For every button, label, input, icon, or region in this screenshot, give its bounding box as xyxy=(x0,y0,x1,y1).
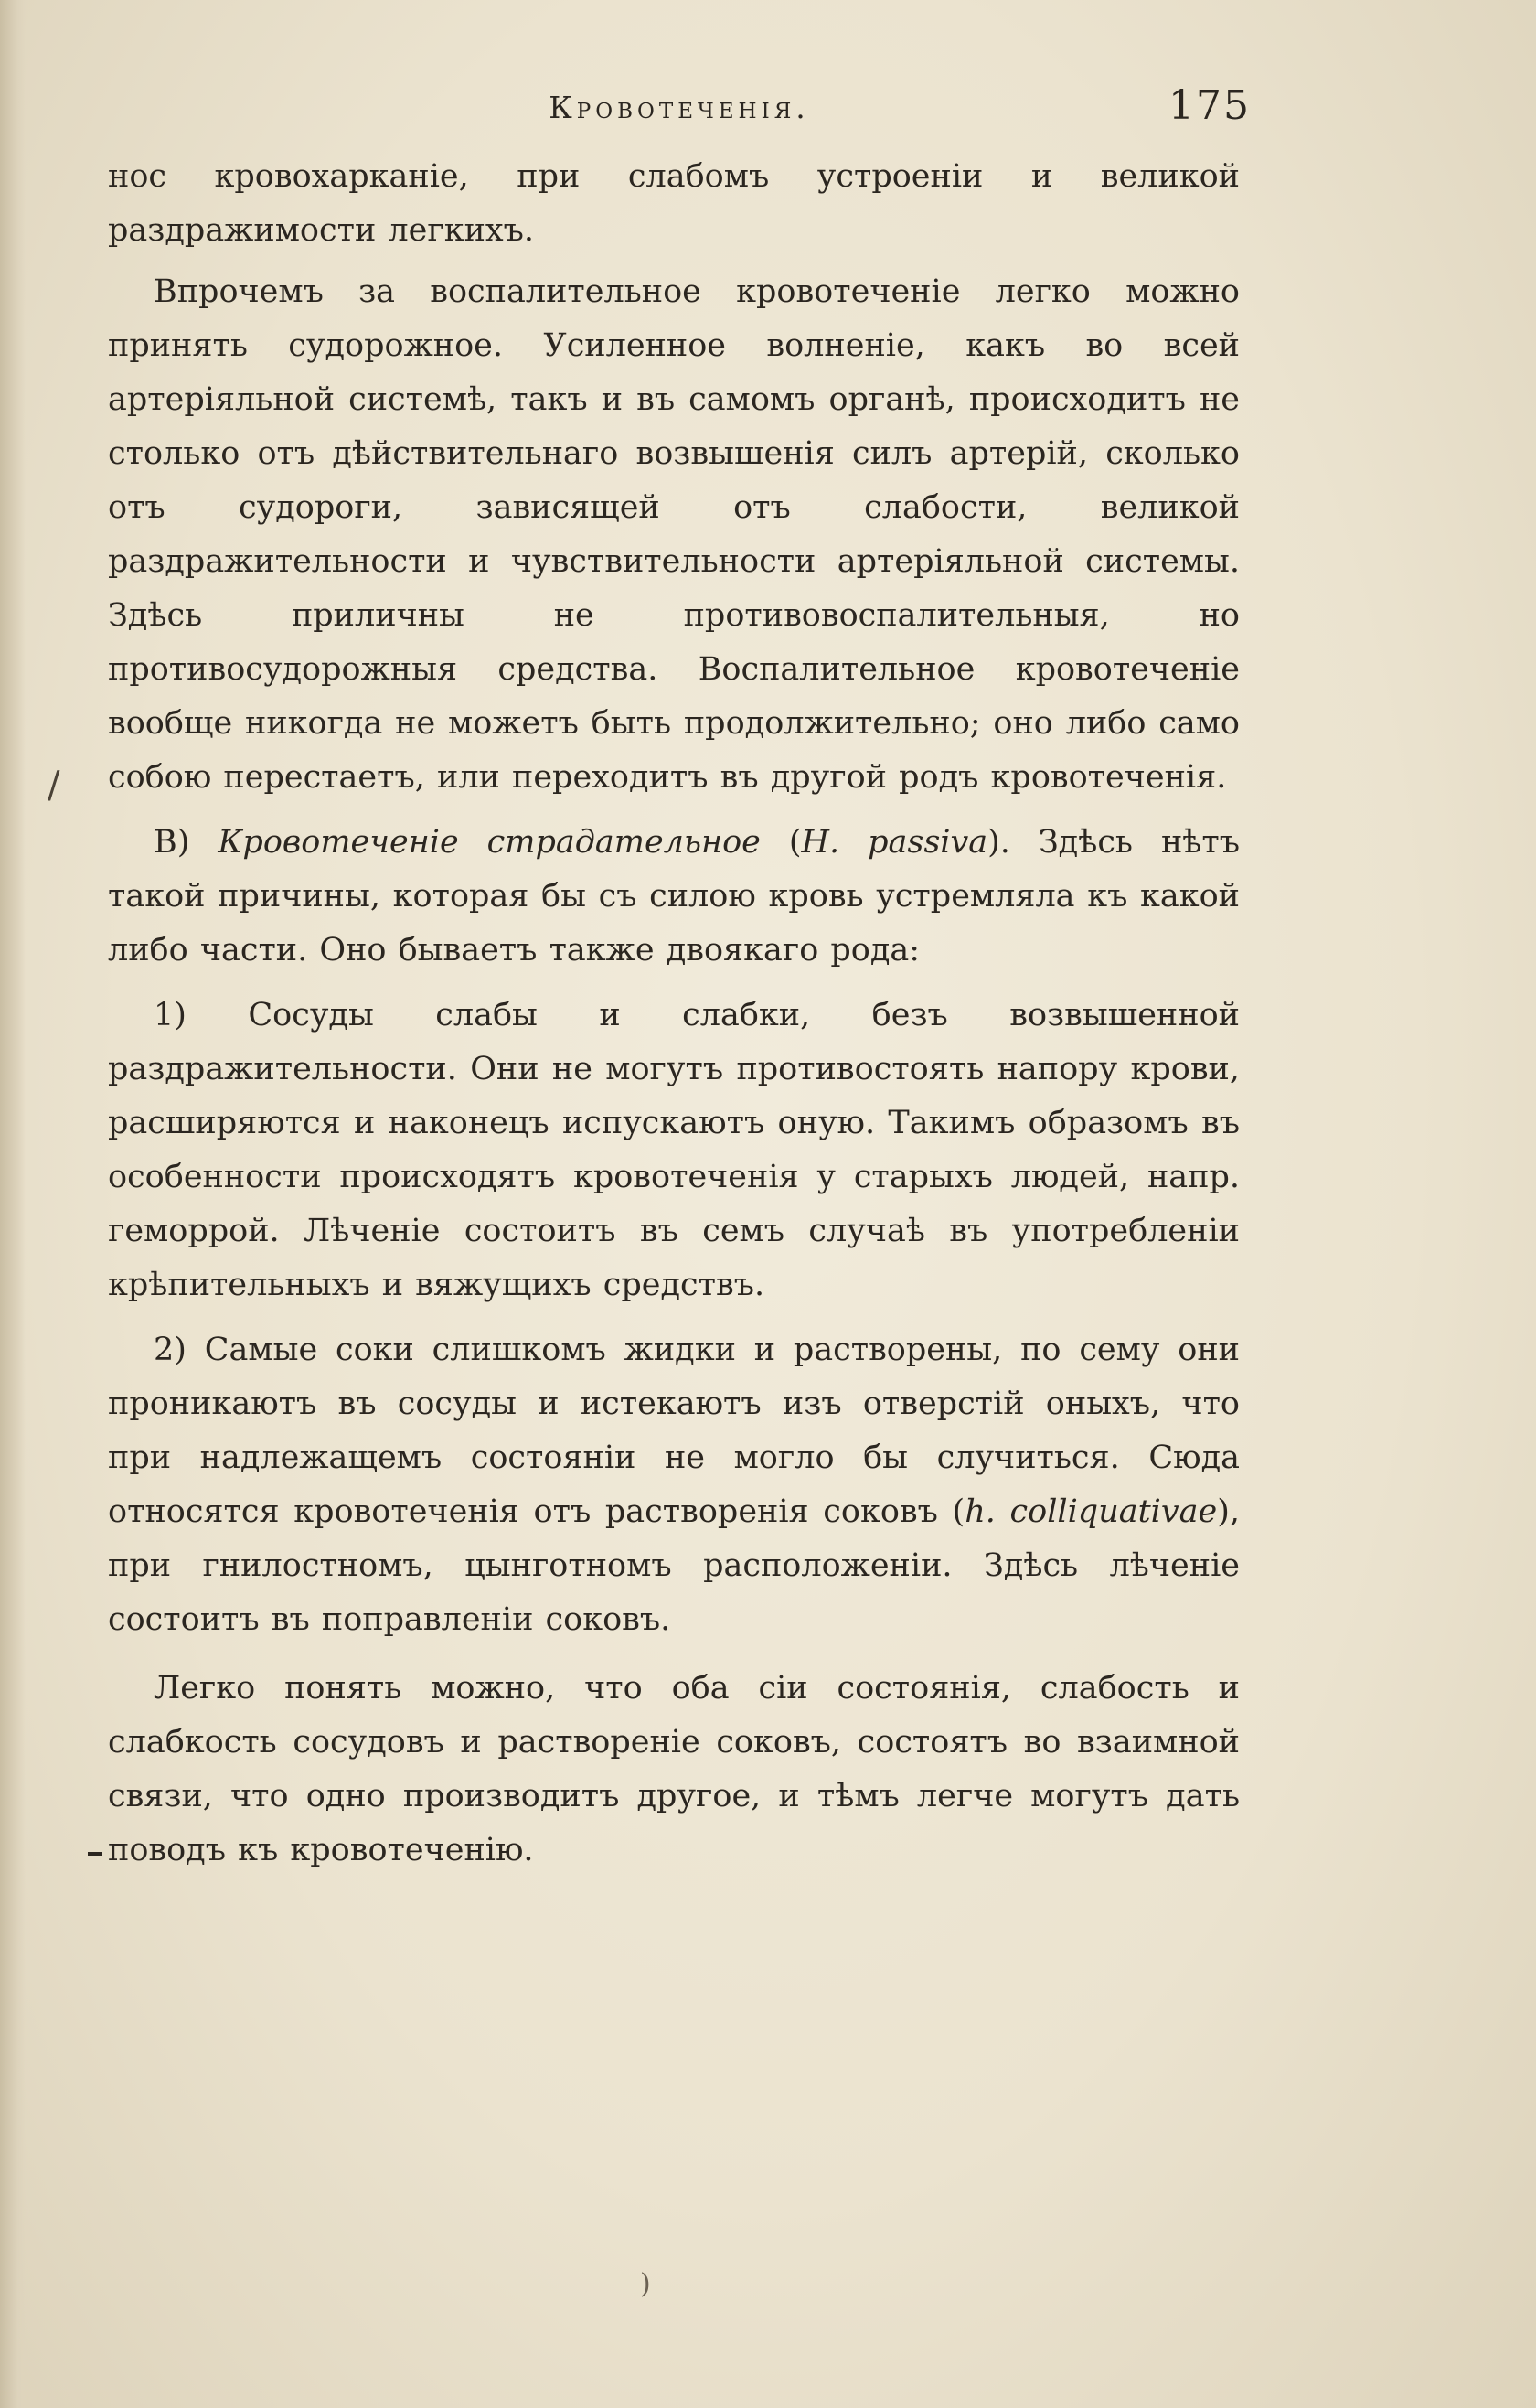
paragraph-point-1 xyxy=(108,989,1240,1312)
running-head: Кровотеченія. xyxy=(549,90,810,125)
text-run: 1) Сосуды слабы и слабки, безъ возвышенной раздражительности. Они не могутъ противостоять напору крови, расширяются и наконецъ испускаютъ оную. Такимъ образомъ въ особенности происходятъ кровотеченія у старыхъ людей, напр. геморрой. Лѣченіе состоитъ въ семъ случаѣ въ употребленіи крѣпительныхъ и вяжущихъ средствъ. xyxy=(108,997,1240,1303)
page-number: 175 xyxy=(1168,82,1251,129)
margin-tick-mark: / xyxy=(48,765,60,807)
italic-term-latin: h. colliquativae xyxy=(965,1493,1218,1530)
text-run: нос кровохарканіе, при слабомъ устроеніи и великой раздражимости легкихъ. xyxy=(108,158,1240,249)
paragraph-point-2 xyxy=(108,1323,1240,1647)
text-run: Легко понять можно, что оба сіи состоянія, слабость и слабкость сосудовъ и раствореніе соковъ, состоятъ во взаимной связи, что одно производитъ другое, и тѣмъ легче могутъ дать поводъ къ кровотеченію. xyxy=(108,1670,1240,1868)
text-run: ), при гнилостномъ, цынготномъ расположеніи. Здѣсь лѣченіе состоитъ въ поправленіи соковъ. xyxy=(108,1493,1240,1638)
text-run: ). Здѣсь нѣтъ такой причины, которая бы съ силою кровь устремляла къ какой либо части. Оно бываетъ также двоякаго рода: xyxy=(108,824,1241,969)
text-run: 2) Самые соки слишкомъ жидки и растворены, по сему они проникаютъ въ сосуды и истекаютъ изъ отверстій оныхъ, что при надлежащемъ состояніи не могло бы случиться. Сюда относятся кровотеченія отъ растворенія соковъ ( xyxy=(108,1332,1240,1530)
page-spine-shadow xyxy=(0,0,26,2408)
paragraph-inflammatory-note xyxy=(108,265,1240,805)
paragraph-passive-hemorrhage xyxy=(108,816,1240,978)
text-run: Впрочемъ за воспалительное кровотеченіе легко можно принять судорожное. Усиленное волненіе, какъ во всей артеріяльной системѣ, такъ и въ самомъ органѣ, происходитъ не столько отъ дѣйствительнаго возвышенія силъ артерій, сколько отъ судороги, зависящей отъ слабости, великой раздражительности и чувствительности артеріяльной системы. Здѣсь приличны не противовоспалительныя, но противосудорожныя средства. Воспалительное кровотеченіе вообще никогда не можетъ быть продолжительно; оно либо само собою перестаетъ, или переходитъ въ другой родъ кровотеченія. xyxy=(108,273,1240,796)
page-header xyxy=(108,82,1251,139)
italic-term: Кровотеченіе страдательное xyxy=(218,824,761,861)
text-run: ( xyxy=(760,824,802,861)
body-text xyxy=(108,150,1240,1878)
paragraph-continuation xyxy=(108,150,1240,258)
text-run: B) xyxy=(154,824,219,861)
italic-term-latin: H. passiva xyxy=(801,824,988,861)
paragraph-conclusion xyxy=(108,1662,1240,1878)
margin-dash-mark xyxy=(88,1852,102,1856)
bottom-ink-mark: ) xyxy=(640,2268,651,2300)
